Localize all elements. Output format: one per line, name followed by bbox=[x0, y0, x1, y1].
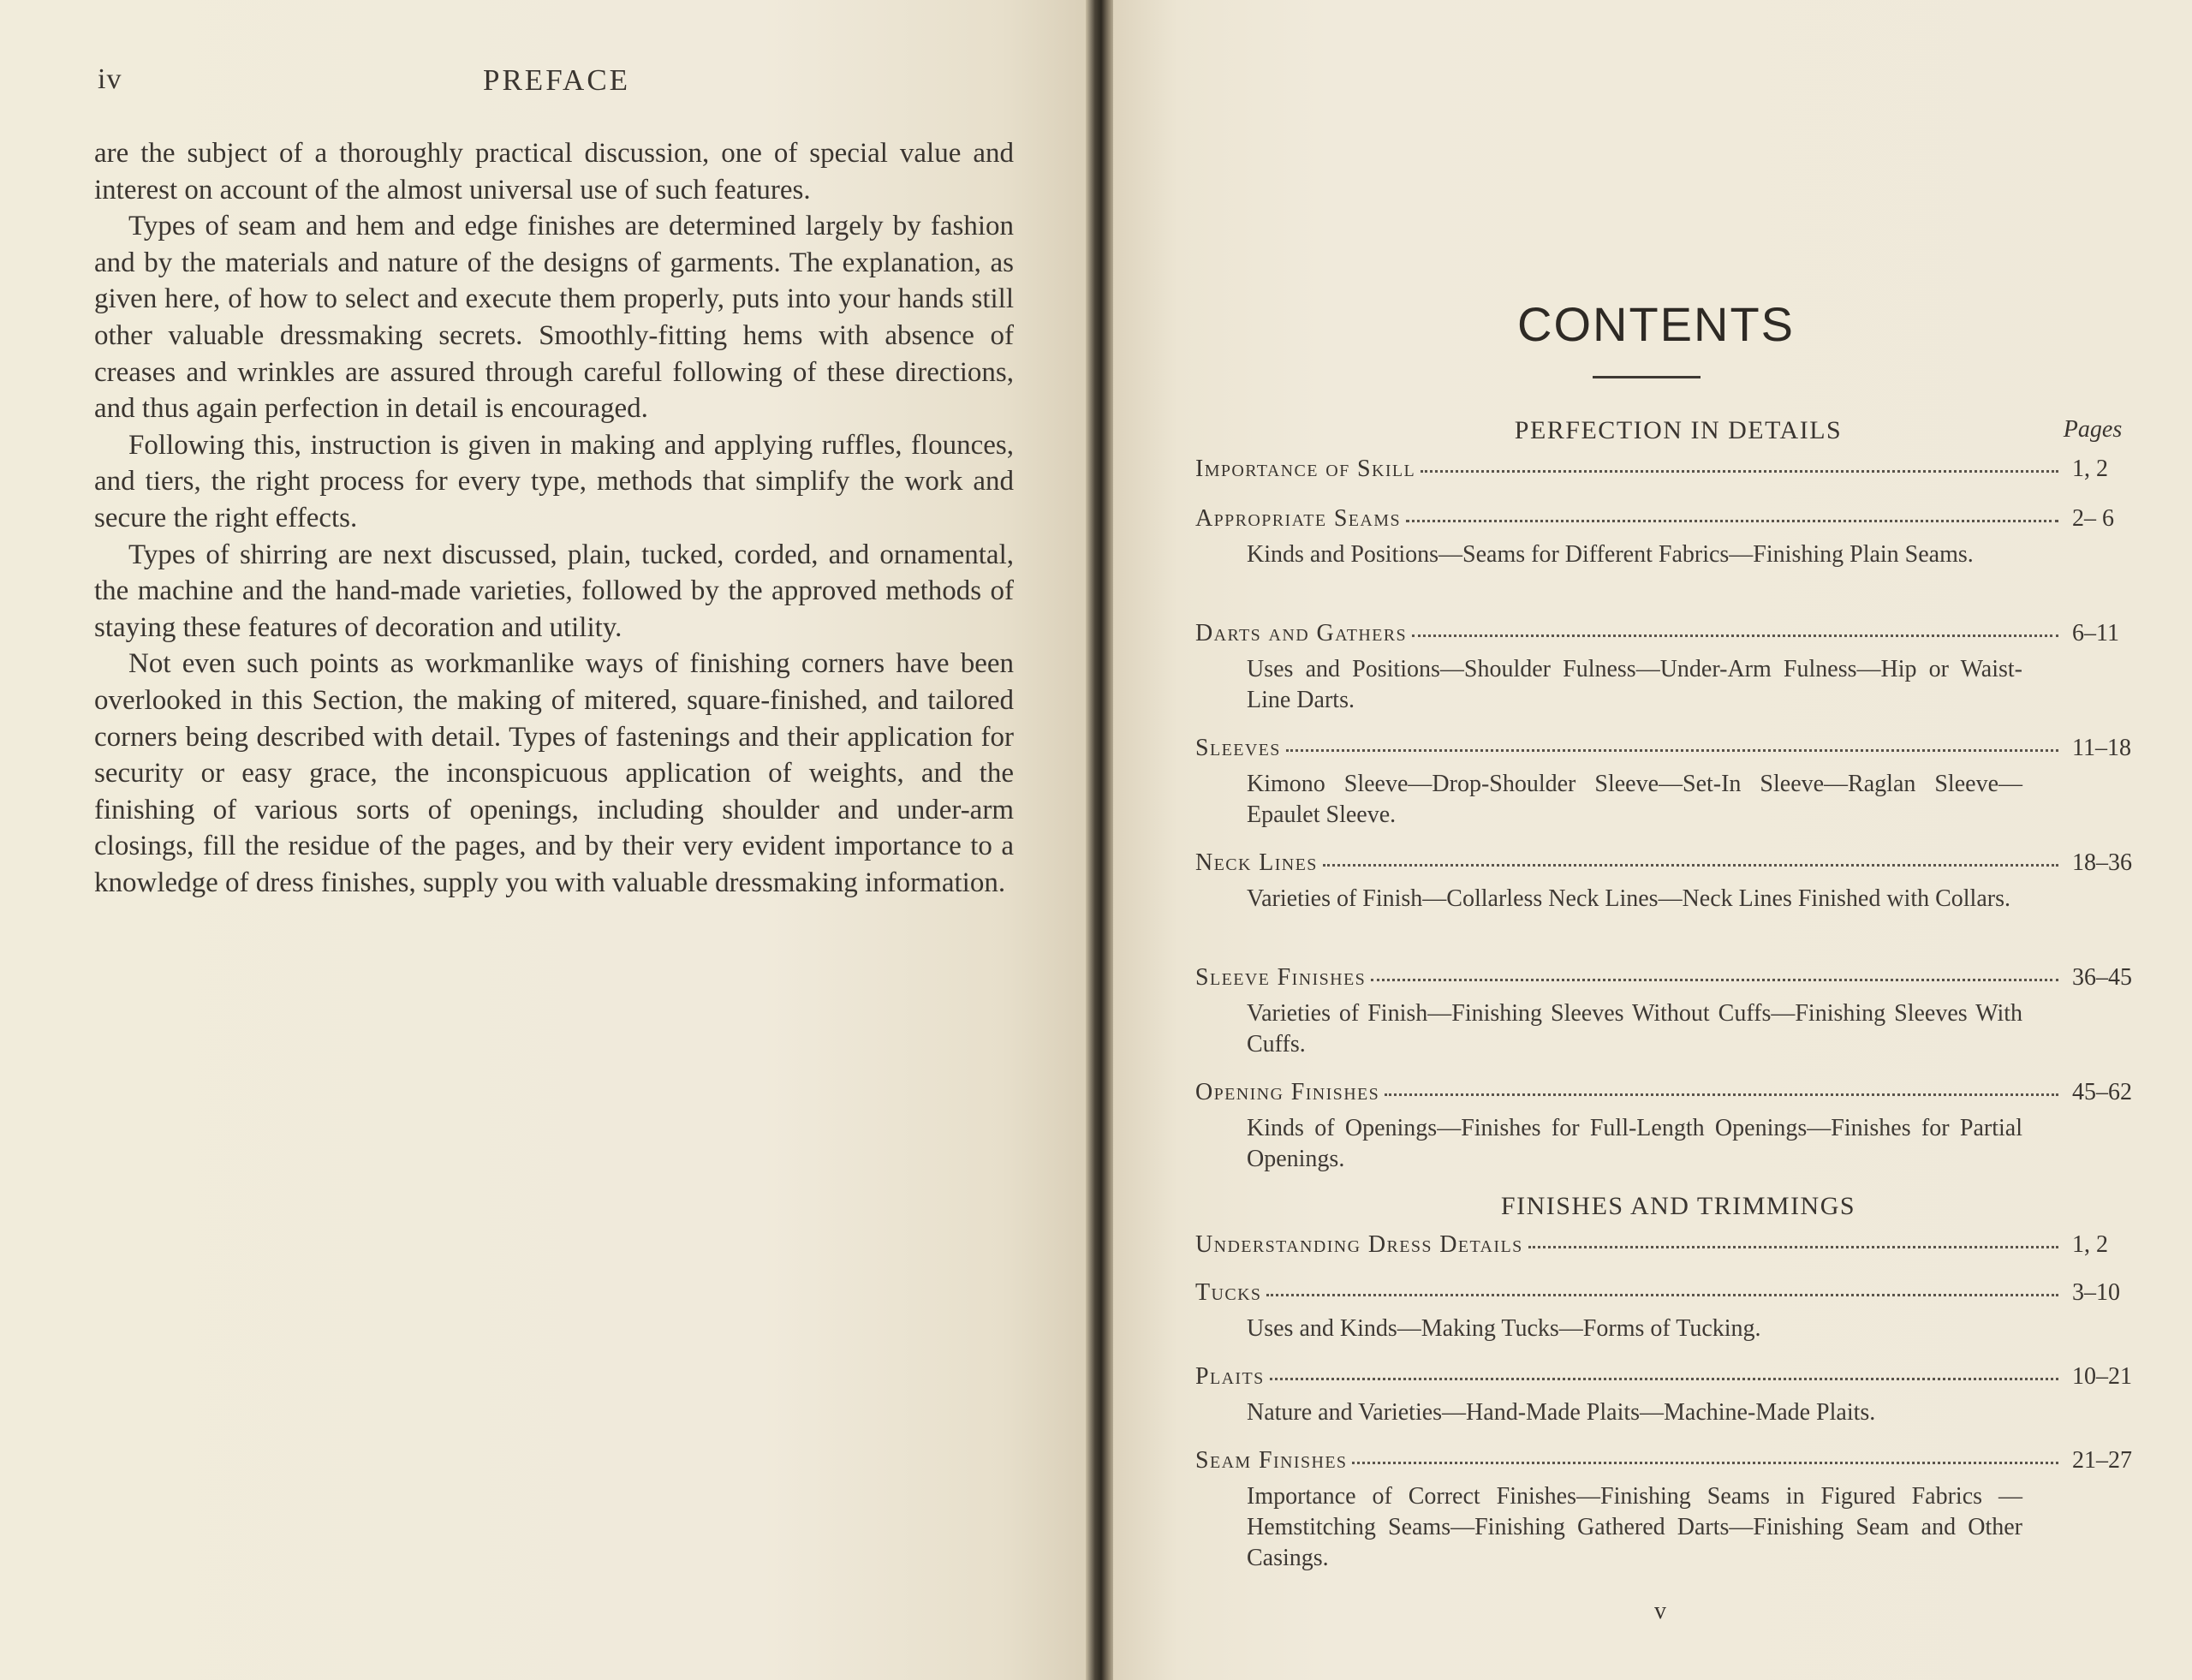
preface-paragraph: Following this, instruction is given in making and applying ruffles, flounces, and tiers, the right process for every type, methods that simplify the work and secure the right effects. bbox=[94, 429, 1014, 533]
entry-title: Neck Lines bbox=[1195, 849, 1318, 876]
dot-leader bbox=[1385, 1076, 2058, 1096]
contents-title: CONTENTS bbox=[1517, 297, 1795, 351]
entry-pages: 11–18 bbox=[2072, 735, 2131, 761]
entry-subtopics: Uses and Kinds—Making Tucks—Forms of Tucking. bbox=[1247, 1315, 1761, 1342]
entry-pages: 10–21 bbox=[2072, 1363, 2132, 1390]
entry-title: Importance of Skill bbox=[1195, 456, 1416, 482]
running-title: PREFACE bbox=[483, 63, 631, 97]
entry-title: Darts and Gathers bbox=[1195, 620, 1408, 646]
entry-subtopics: Kinds and Positions—Seams for Different Fabrics—Finishing Plain Seams. bbox=[1247, 541, 1974, 568]
dot-leader bbox=[1286, 732, 2058, 752]
contents-entry bbox=[1195, 505, 2151, 570]
entry-pages: 21–27 bbox=[2072, 1447, 2132, 1474]
contents-entry bbox=[1195, 1279, 2151, 1344]
dot-leader bbox=[1406, 503, 2058, 522]
entry-pages: 6–11 bbox=[2072, 620, 2119, 646]
running-head bbox=[98, 63, 1022, 104]
entry-pages: 1, 2 bbox=[2072, 456, 2108, 482]
contents-entry bbox=[1195, 1363, 2151, 1428]
preface-paragraph: Types of seam and hem and edge finishes are determined largely by fashion and by the materials and nature of the designs of garments. The explanation, as given here, of how to select and execute them properly, puts into your hands still other valuable dressmaking secrets. Smoothly-fitting hems with absence of creases and wrinkles are assured through careful following of these directions, and thus again perfection in detail is encouraged. bbox=[94, 211, 1014, 425]
contents-entry bbox=[1195, 1231, 2151, 1266]
entry-pages: 3–10 bbox=[2072, 1279, 2120, 1306]
dot-leader bbox=[1412, 617, 2058, 637]
entry-title: Sleeve Finishes bbox=[1195, 964, 1367, 991]
section-heading: FINISHES AND TRIMMINGS bbox=[1500, 1192, 1856, 1220]
entry-title: Tucks bbox=[1195, 1279, 1262, 1306]
entry-title: Opening Finishes bbox=[1195, 1079, 1380, 1105]
contents-entry bbox=[1195, 1079, 2151, 1175]
entry-title: Appropriate Seams bbox=[1195, 505, 1401, 532]
entry-pages: 1, 2 bbox=[2072, 1231, 2108, 1258]
contents-entry bbox=[1195, 456, 2151, 490]
entry-subtopics: Varieties of Finish—Collarless Neck Lines—Neck Lines Finished with Collars. bbox=[1247, 885, 2010, 912]
book-gutter bbox=[1086, 0, 1117, 1680]
entry-subtopics: Varieties of Finish—Finishing Sleeves Without Cuffs—Finishing Sleeves With Cuffs. bbox=[1247, 1000, 2022, 1057]
entry-title: Sleeves bbox=[1195, 735, 1281, 761]
entry-title: Seam Finishes bbox=[1195, 1447, 1348, 1474]
entry-subtopics: Kinds of Openings—Finishes for Full-Length Openings—Finishes for Partial Openings. bbox=[1247, 1115, 2022, 1172]
preface-paragraph: are the subject of a thoroughly practical discussion, one of special value and interest on account of the almost universal use of such features. bbox=[94, 138, 1014, 206]
entry-subtopics: Importance of Correct Finishes—Finishing Seams in Figured Fabrics —Hemstitching Seams—Finishing Gathered Darts—Finishing Seam and Other Casings. bbox=[1247, 1483, 2022, 1571]
dot-leader bbox=[1266, 1277, 2058, 1296]
entry-title: Plaits bbox=[1195, 1363, 1265, 1390]
preface-paragraph: Not even such points as workmanlike ways of finishing corners have been overlooked in this Section, the making of mitered, square-finished, and tailored corners being described with detail. Types of fastenings and their application for security or easy grace, the inconspicuous application of weights, and the finishing of various sorts of openings, including shoulder and under-arm closings, fill the residue of the pages, and by their very evident importance to a knowledge of dress finishes, supply you with valuable dressmaking information. bbox=[94, 648, 1014, 898]
entry-pages: 18–36 bbox=[2072, 849, 2132, 876]
entry-pages: 36–45 bbox=[2072, 964, 2132, 991]
entry-pages: 45–62 bbox=[2072, 1079, 2132, 1105]
dot-leader bbox=[1421, 453, 2058, 473]
dot-leader bbox=[1270, 1361, 2058, 1380]
page-number-left: iv bbox=[98, 63, 122, 95]
entry-subtopics: Nature and Varieties—Hand-Made Plaits—Machine-Made Plaits. bbox=[1247, 1399, 1876, 1426]
dot-leader bbox=[1352, 1445, 2058, 1464]
entry-title: Understanding Dress Details bbox=[1195, 1231, 1523, 1258]
preface-paragraph: Types of shirring are next discussed, plain, tucked, corded, and ornamental, the machine and the hand-made varieties, followed by the approved methods of staying these features of decoration and utility. bbox=[94, 539, 1014, 643]
contents-entry bbox=[1195, 620, 2151, 716]
left-page bbox=[0, 0, 1089, 1680]
contents-entry bbox=[1195, 735, 2151, 831]
preface-body bbox=[94, 135, 1014, 901]
dot-leader bbox=[1371, 962, 2058, 981]
title-rule bbox=[1593, 376, 1701, 378]
contents-entry bbox=[1195, 849, 2151, 914]
pages-column-label: Pages bbox=[2063, 416, 2123, 443]
dot-leader bbox=[1528, 1229, 2058, 1248]
dot-leader bbox=[1323, 847, 2058, 867]
contents-entry bbox=[1195, 1447, 2151, 1574]
entry-subtopics: Kimono Sleeve—Drop-Shoulder Sleeve—Set-In Sleeve—Raglan Sleeve—Epaulet Sleeve. bbox=[1247, 771, 2022, 828]
page-number-right: v bbox=[1654, 1598, 1666, 1624]
entry-subtopics: Uses and Positions—Shoulder Fulness—Under-Arm Fulness—Hip or Waist-Line Darts. bbox=[1247, 656, 2022, 713]
entry-pages: 2– 6 bbox=[2072, 505, 2114, 532]
right-page bbox=[1113, 0, 2192, 1680]
section-heading: PERFECTION IN DETAILS bbox=[1514, 416, 1843, 444]
contents-entry bbox=[1195, 964, 2151, 1060]
